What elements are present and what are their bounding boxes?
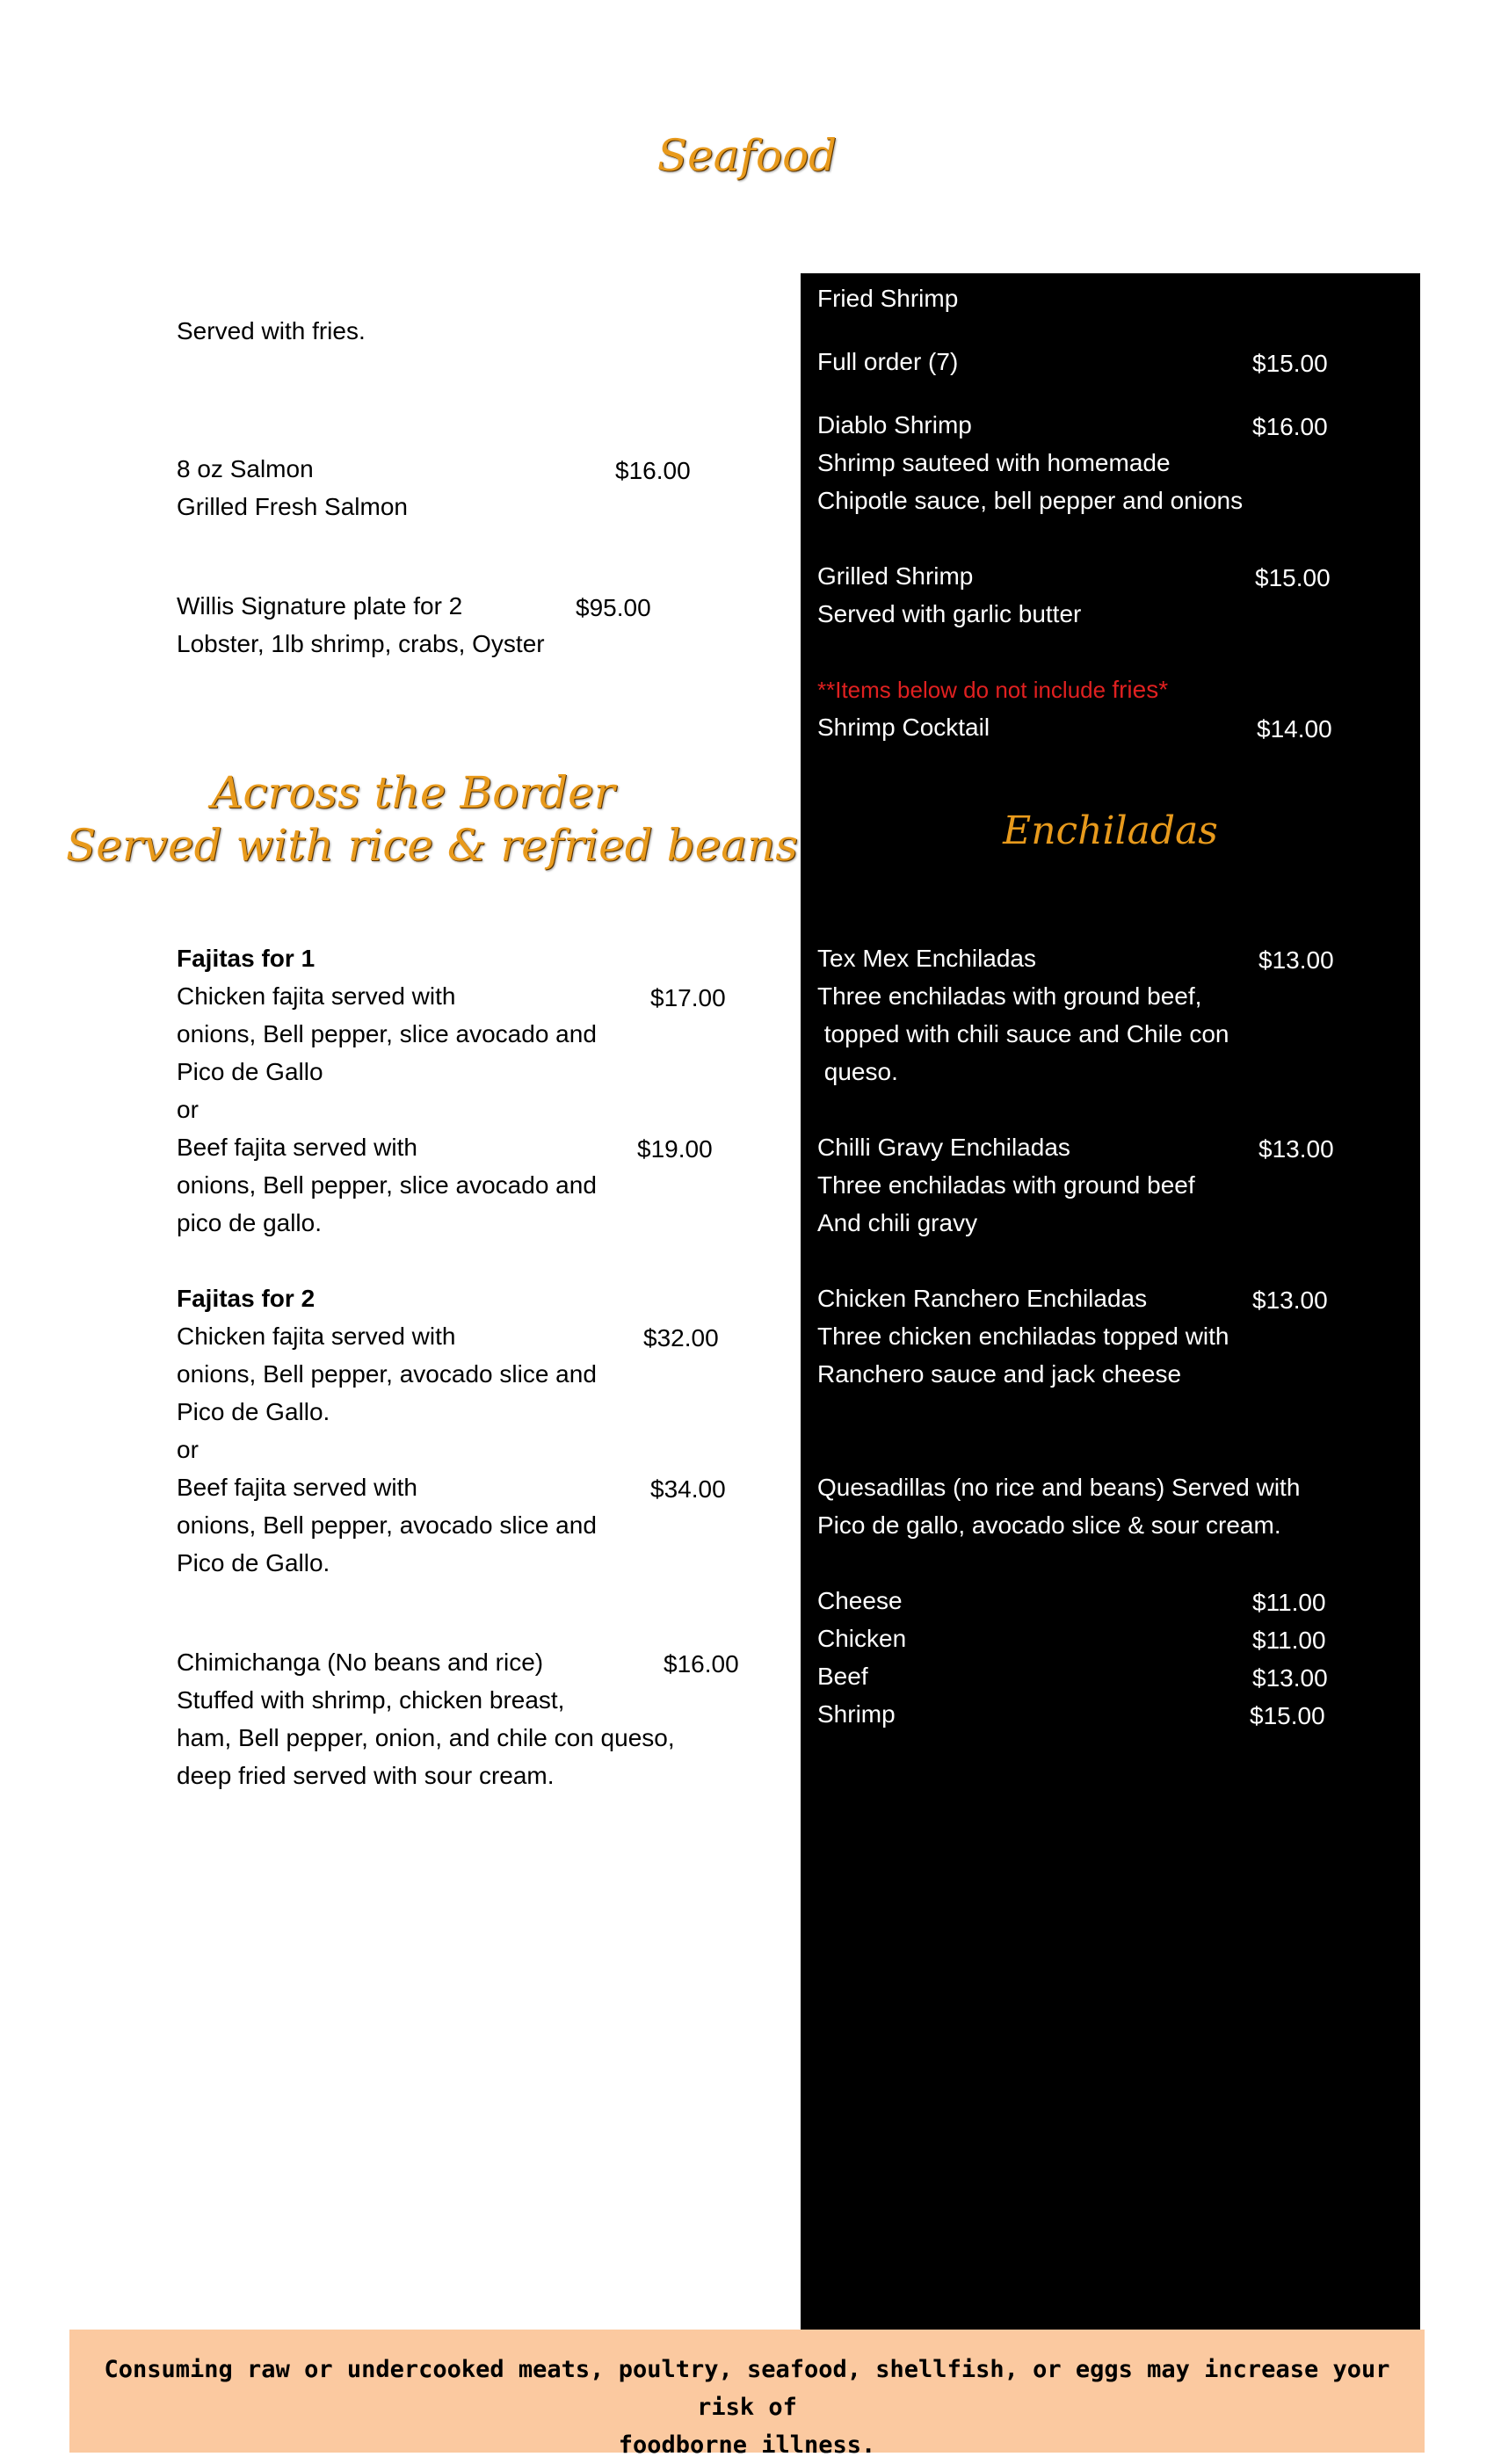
f1-beef-line2: onions, Bell pepper, slice avocado and (177, 1171, 597, 1199)
f2-chicken-line3: Pico de Gallo. (177, 1398, 330, 1425)
f1-chicken-price: $17.00 (650, 984, 726, 1011)
quesadilla-item-price: $11.00 (1252, 1589, 1326, 1616)
chimichanga-desc2: ham, Bell pepper, onion, and chile con queso, (177, 1724, 675, 1751)
no-fries-note (817, 670, 1168, 709)
f2-chicken-line1: Chicken fajita served with (177, 1323, 456, 1350)
grilled-shrimp-price: $15.00 (1255, 564, 1331, 591)
f2-beef-line2: onions, Bell pepper, avocado slice and (177, 1511, 597, 1539)
f2-beef-line1: Beef fajita served with (177, 1474, 417, 1501)
ranchero-desc2: Ranchero sauce and jack cheese (817, 1360, 1182, 1388)
quesadilla-item-name: Cheese (817, 1587, 903, 1614)
fajitas-for-1-title: Fajitas for 1 (177, 945, 315, 972)
quesadilla-item-price: $11.00 (1252, 1627, 1326, 1654)
fried-shrimp-title: Fried Shrimp (817, 285, 959, 312)
seafood-heading: Seafood (656, 130, 838, 181)
no-fries-note-prefix: **Items below do not include (817, 677, 1113, 703)
disclaimer-line1: Consuming raw or undercooked meats, poultry, seafood, shellfish, or eggs may increase your risk of (104, 2356, 1390, 2421)
chilli-gravy-desc2: And chili gravy (817, 1209, 978, 1236)
chilli-gravy-desc1: Three enchiladas with ground beef (817, 1171, 1195, 1199)
shrimp-cocktail-price: $14.00 (1257, 715, 1332, 743)
diablo-shrimp-desc2: Chipotle sauce, bell pepper and onions (817, 487, 1244, 514)
quesadilla-item-name: Chicken (817, 1625, 907, 1652)
salmon-price: $16.00 (615, 457, 691, 484)
quesadilla-item-name: Beef (817, 1663, 868, 1690)
fajitas-for-2-title: Fajitas for 2 (177, 1285, 315, 1312)
texmex-desc1: Three enchiladas with ground beef, (817, 982, 1202, 1010)
full-order-name: Full order (7) (817, 348, 959, 375)
enchiladas-heading: Enchiladas (1003, 808, 1218, 853)
diablo-shrimp-name: Diablo Shrimp (817, 411, 972, 438)
disclaimer-line2: foodborne illness. (618, 2431, 876, 2459)
f1-beef-price: $19.00 (637, 1135, 713, 1163)
served-with-fries-note: Served with fries. (177, 317, 366, 344)
grilled-shrimp-desc: Served with garlic butter (817, 600, 1082, 627)
chimichanga-desc1: Stuffed with shrimp, chicken breast, (177, 1686, 565, 1714)
f2-beef-price: $34.00 (650, 1475, 726, 1503)
f1-chicken-line1: Chicken fajita served with (177, 982, 456, 1010)
full-order-price: $15.00 (1252, 350, 1328, 377)
quesadilla-item-price: $15.00 (1250, 1702, 1325, 1729)
food-safety-disclaimer (69, 2330, 1425, 2459)
chilli-gravy-price: $13.00 (1258, 1135, 1334, 1163)
ranchero-desc1: Three chicken enchiladas topped with (817, 1323, 1229, 1350)
f2-or: or (177, 1436, 199, 1463)
diablo-shrimp-price: $16.00 (1252, 413, 1328, 440)
chimichanga-desc3: deep fried served with sour cream. (177, 1762, 555, 1789)
texmex-desc3: queso. (817, 1058, 898, 1085)
shrimp-cocktail-name: Shrimp Cocktail (817, 714, 990, 741)
quesadillas-line2: Pico de gallo, avocado slice & sour cream. (817, 1511, 1281, 1539)
f1-chicken-line2: onions, Bell pepper, slice avocado and (177, 1020, 597, 1047)
f1-chicken-line3: Pico de Gallo (177, 1058, 323, 1085)
rice-beans-subheading: Served with rice & refried beans (66, 820, 798, 871)
f1-beef-line1: Beef fajita served with (177, 1134, 417, 1161)
chimichanga-name: Chimichanga (No beans and rice) (177, 1649, 544, 1676)
texmex-name: Tex Mex Enchiladas (817, 945, 1037, 972)
willis-plate-price: $95.00 (576, 594, 651, 621)
no-fries-note-fries: fries* (1112, 676, 1169, 703)
ranchero-name: Chicken Ranchero Enchiladas (817, 1285, 1148, 1312)
across-border-heading: Across the Border (211, 767, 615, 818)
diablo-shrimp-desc1: Shrimp sauteed with homemade (817, 449, 1171, 476)
f1-beef-line3: pico de gallo. (177, 1209, 323, 1236)
texmex-desc2: topped with chili sauce and Chile con (817, 1020, 1229, 1047)
f2-chicken-price: $32.00 (643, 1324, 719, 1352)
ranchero-price: $13.00 (1252, 1286, 1328, 1314)
f2-chicken-line2: onions, Bell pepper, avocado slice and (177, 1360, 597, 1388)
quesadilla-item-price: $13.00 (1252, 1664, 1328, 1692)
willis-plate-name: Willis Signature plate for 2 (177, 592, 463, 620)
salmon-name: 8 oz Salmon (177, 455, 314, 482)
grilled-shrimp-name: Grilled Shrimp (817, 562, 974, 590)
f2-beef-line3: Pico de Gallo. (177, 1549, 330, 1576)
texmex-price: $13.00 (1258, 946, 1334, 974)
chilli-gravy-name: Chilli Gravy Enchiladas (817, 1134, 1070, 1161)
willis-plate-desc: Lobster, 1lb shrimp, crabs, Oyster (177, 630, 545, 657)
chimichanga-price: $16.00 (664, 1650, 739, 1678)
quesadilla-item-name: Shrimp (817, 1700, 896, 1728)
quesadillas-line1: Quesadillas (no rice and beans) Served with (817, 1474, 1301, 1501)
f1-or: or (177, 1096, 199, 1123)
salmon-desc: Grilled Fresh Salmon (177, 493, 408, 520)
